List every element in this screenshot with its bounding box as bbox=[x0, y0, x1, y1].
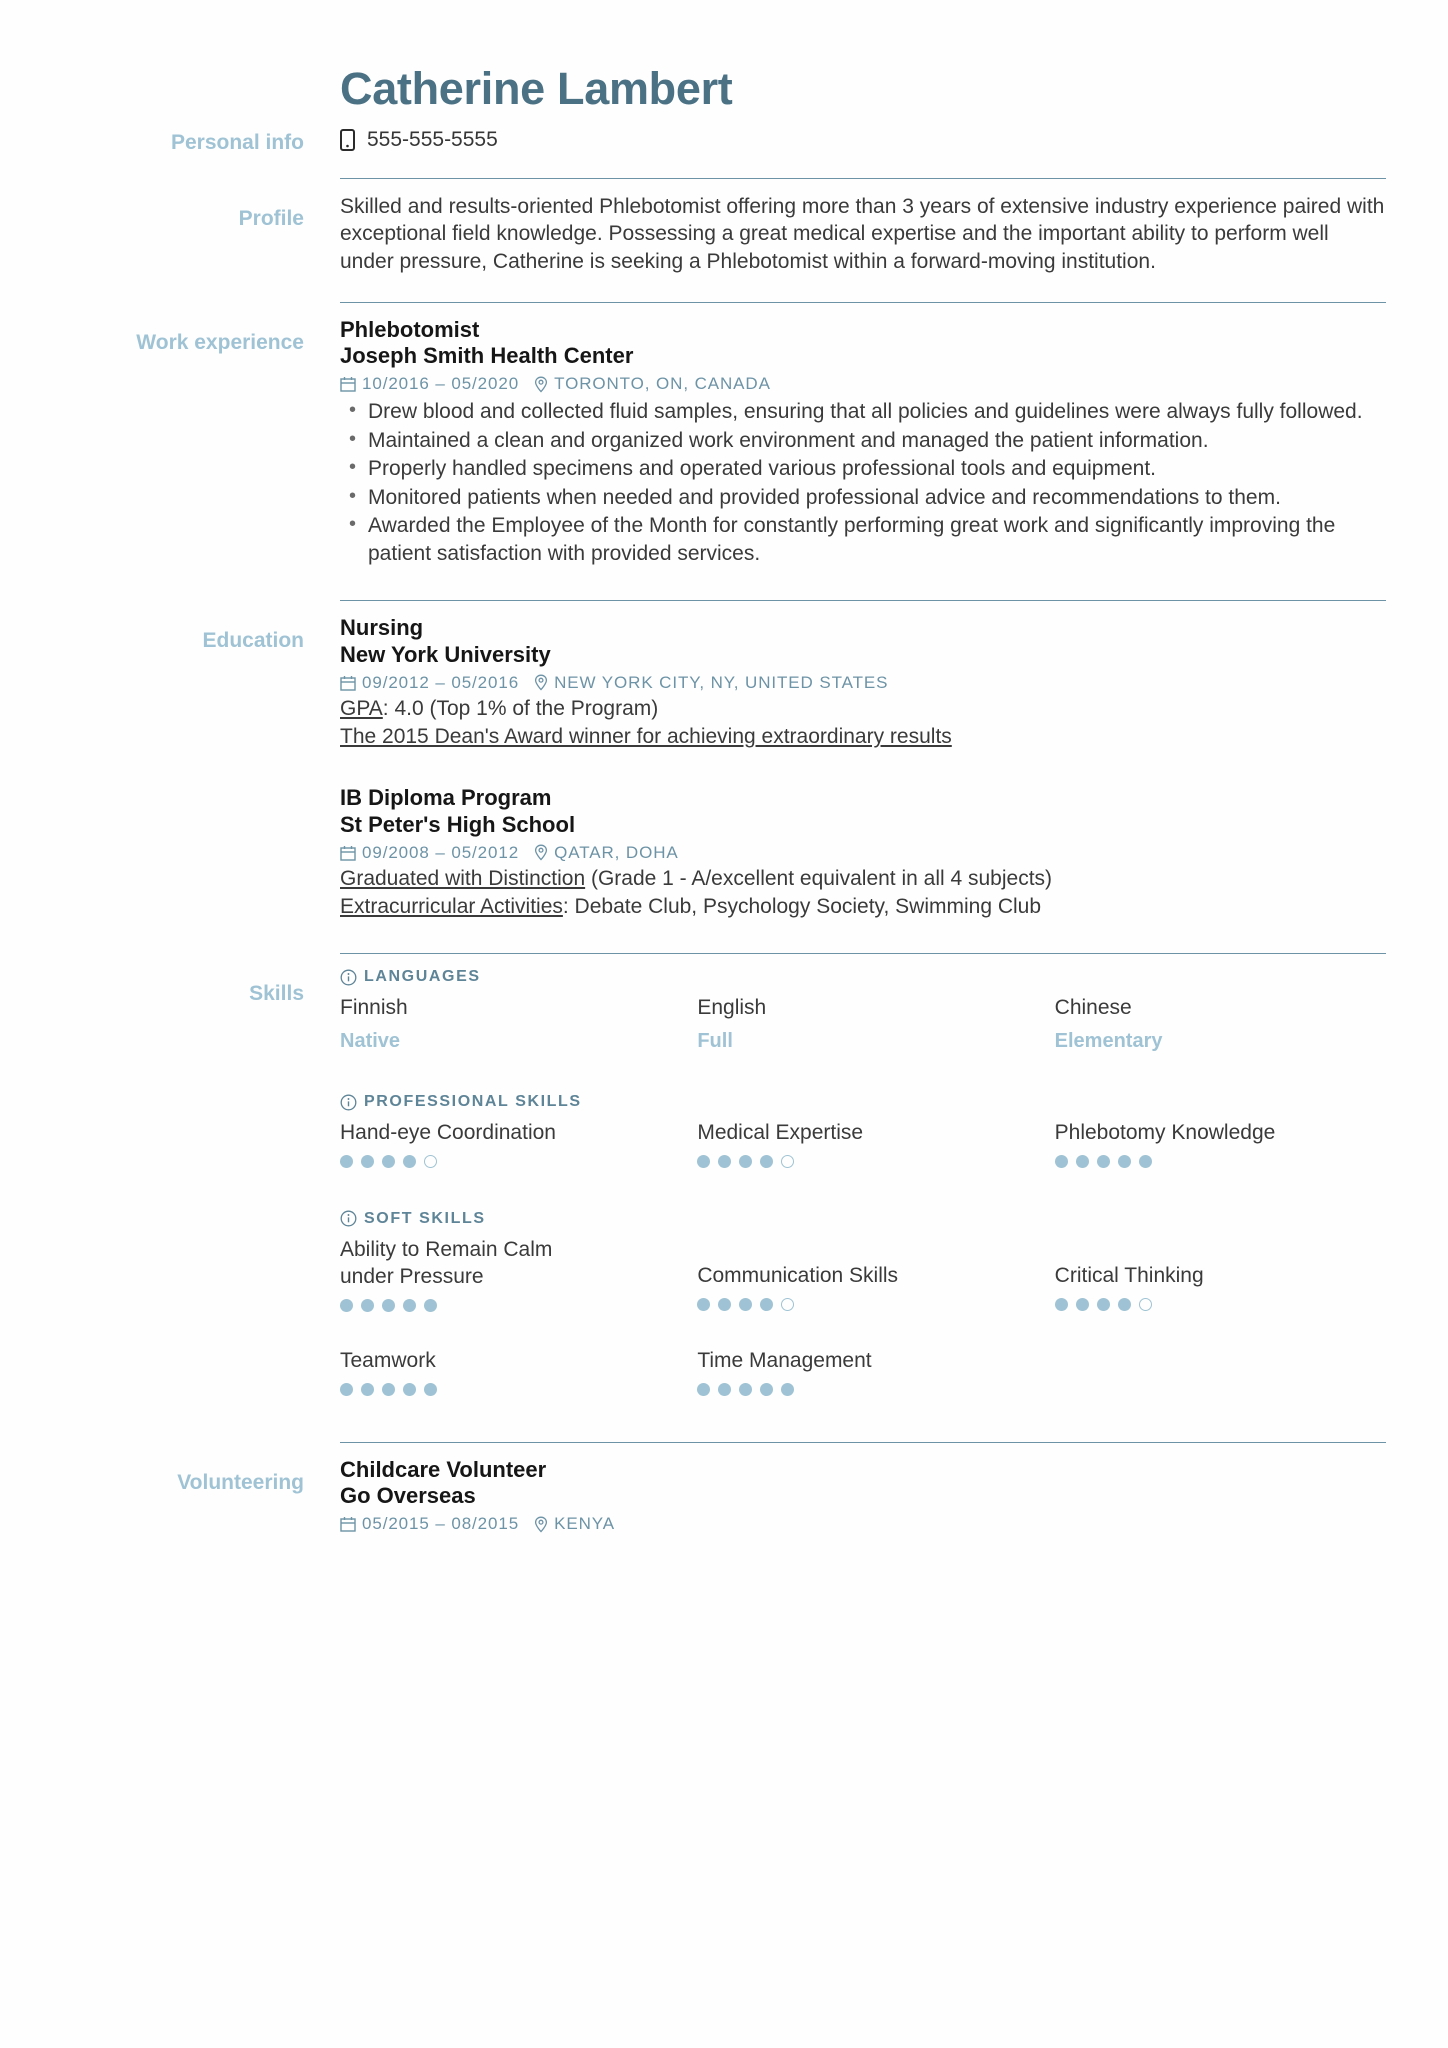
rating-dot bbox=[760, 1298, 773, 1311]
education-label-col bbox=[62, 596, 340, 949]
spacer bbox=[340, 927, 1386, 949]
section-skills bbox=[62, 949, 1386, 1437]
rating-dot bbox=[382, 1299, 395, 1312]
rating-dot bbox=[739, 1155, 752, 1168]
list-item: • Maintained a clean and organized work environment and managed the patient information. bbox=[340, 427, 1386, 455]
volunteering-content bbox=[340, 1438, 1386, 1543]
rating-dot bbox=[1097, 1155, 1110, 1168]
header-spacer bbox=[62, 58, 340, 114]
degree-title: Nursing bbox=[340, 615, 424, 641]
rating-dot bbox=[1097, 1298, 1110, 1311]
personal-info-label-col bbox=[62, 124, 340, 174]
rating-dot bbox=[361, 1383, 374, 1396]
section-label-work-experience: Work experience bbox=[136, 330, 304, 354]
date-chunk bbox=[340, 843, 519, 863]
divider-skills bbox=[340, 953, 1386, 954]
volunteering-entry bbox=[340, 1457, 1386, 1543]
map-pin-icon bbox=[534, 674, 548, 691]
education-location: NEW YORK CITY, NY, UNITED STATES bbox=[554, 672, 889, 692]
education-detail-rest: : 4.0 (Top 1% of the Program) bbox=[382, 696, 659, 720]
volunteer-organization: Go Overseas bbox=[340, 1483, 476, 1509]
work-experience-label-col bbox=[62, 298, 340, 597]
calendar-icon bbox=[340, 675, 356, 691]
education-location: QATAR, DOHA bbox=[554, 842, 679, 862]
education-content bbox=[340, 596, 1386, 949]
rating-dot bbox=[1055, 1155, 1068, 1168]
language-item bbox=[340, 995, 671, 1067]
job-title: Phlebotomist bbox=[340, 316, 480, 342]
location-chunk bbox=[534, 1514, 615, 1534]
rating-dot bbox=[781, 1155, 794, 1168]
education-detail-underlined: GPA bbox=[340, 696, 383, 720]
language-level: Elementary bbox=[1054, 1030, 1163, 1052]
skill-group-label: LANGUAGES bbox=[364, 968, 481, 986]
language-item bbox=[697, 995, 1028, 1067]
skill-name: Communication Skills bbox=[697, 1263, 899, 1287]
rating-dot bbox=[424, 1383, 437, 1396]
section-education bbox=[62, 596, 1386, 949]
location-chunk bbox=[534, 673, 888, 693]
section-label-volunteering: Volunteering bbox=[177, 1470, 304, 1494]
rating-dot bbox=[697, 1298, 710, 1311]
language-level: Full bbox=[697, 1030, 733, 1052]
skill-name: Critical Thinking bbox=[1054, 1263, 1204, 1287]
personal-info-content bbox=[340, 124, 1386, 174]
rating-dot bbox=[718, 1298, 731, 1311]
company-name: Joseph Smith Health Center bbox=[340, 343, 634, 369]
skill-group-title bbox=[340, 968, 1386, 986]
phone-number: 555-555-5555 bbox=[367, 127, 498, 151]
volunteer-role: Childcare Volunteer bbox=[340, 1456, 547, 1482]
rating-dots bbox=[697, 1382, 1028, 1398]
section-label-personal-info: Personal info bbox=[170, 130, 304, 154]
skill-item bbox=[1055, 1120, 1386, 1184]
skill-name: Teamwork bbox=[340, 1348, 436, 1372]
rating-dot bbox=[697, 1155, 710, 1168]
languages-grid bbox=[340, 995, 1386, 1067]
section-profile bbox=[62, 174, 1386, 298]
rating-dots bbox=[340, 1154, 671, 1170]
date-chunk bbox=[340, 673, 519, 693]
skill-group-professional bbox=[340, 1093, 1386, 1210]
rating-dots bbox=[1055, 1297, 1386, 1313]
rating-dot bbox=[739, 1383, 752, 1396]
resume-header bbox=[62, 58, 1386, 114]
education-detail-rest: (Grade 1 - A/excellent equivalent in all 4 subjects) bbox=[585, 866, 1053, 890]
skill-name: Ability to Remain Calm under Pressure bbox=[340, 1237, 553, 1288]
work-experience-content bbox=[340, 298, 1386, 597]
education-detail-underlined: The 2015 Dean's Award winner for achieving extraordinary results bbox=[340, 725, 952, 749]
professional-skills-grid bbox=[340, 1120, 1386, 1184]
skill-name: Hand-eye Coordination bbox=[340, 1121, 556, 1144]
rating-dot bbox=[1139, 1298, 1152, 1311]
skill-name: Phlebotomy Knowledge bbox=[1054, 1121, 1276, 1144]
profile-text: Skilled and results-oriented Phlebotomist offering more than 3 years of extensive industry experience paired with exceptional field knowledge. Possessing a great medical expertise and the important ability to perform well under pressure, Catherine is seeking a Phlebotomist within a forward-moving institution. bbox=[340, 194, 1385, 273]
rating-dot bbox=[403, 1299, 416, 1312]
education-detail bbox=[340, 865, 1386, 893]
skill-group-soft bbox=[340, 1210, 1386, 1438]
skills-content bbox=[340, 949, 1386, 1437]
list-item: • Awarded the Employee of the Month for constantly performing great work and significantly improving the patient satisfaction with provided services. bbox=[340, 512, 1386, 567]
list-item: • Properly handled specimens and operated various professional tools and equipment. bbox=[340, 455, 1386, 483]
work-entry bbox=[340, 317, 1386, 575]
rating-dot bbox=[1139, 1155, 1152, 1168]
rating-dot bbox=[382, 1155, 395, 1168]
education-dates: 09/2012 – 05/2016 bbox=[362, 672, 520, 692]
calendar-icon bbox=[340, 376, 356, 392]
work-entry-meta bbox=[340, 374, 1386, 394]
education-entry-meta bbox=[340, 673, 1386, 693]
rating-dot bbox=[382, 1383, 395, 1396]
section-label-profile: Profile bbox=[238, 206, 304, 230]
rating-dot bbox=[1118, 1155, 1131, 1168]
job-bullets bbox=[340, 398, 1386, 567]
language-name: Chinese bbox=[1054, 996, 1132, 1020]
skill-name: Time Management bbox=[697, 1348, 872, 1372]
info-circle-icon bbox=[340, 969, 357, 986]
skill-item bbox=[340, 1120, 671, 1184]
rating-dot bbox=[1055, 1298, 1068, 1311]
rating-dot bbox=[718, 1383, 731, 1396]
volunteering-entry-meta bbox=[340, 1514, 1386, 1534]
volunteer-location: KENYA bbox=[554, 1514, 615, 1534]
divider-education bbox=[340, 600, 1386, 601]
rating-dot bbox=[1076, 1155, 1089, 1168]
calendar-icon bbox=[340, 845, 356, 861]
rating-dot bbox=[739, 1298, 752, 1311]
degree-title: IB Diploma Program bbox=[340, 785, 552, 811]
date-chunk bbox=[340, 1514, 519, 1534]
date-chunk bbox=[340, 374, 519, 394]
section-label-education: Education bbox=[202, 629, 304, 653]
education-entry bbox=[340, 785, 1386, 927]
rating-dot bbox=[424, 1155, 437, 1168]
job-location: TORONTO, ON, CANADA bbox=[554, 374, 771, 394]
education-detail-underlined: Graduated with Distinction bbox=[340, 866, 586, 890]
skill-item bbox=[697, 1237, 1028, 1328]
rating-dot bbox=[340, 1383, 353, 1396]
rating-dot bbox=[361, 1299, 374, 1312]
skill-item bbox=[1055, 1237, 1386, 1328]
rating-dots bbox=[340, 1382, 671, 1398]
info-circle-icon bbox=[340, 1094, 357, 1111]
list-item: • Monitored patients when needed and provided professional advice and recommendations to them. bbox=[340, 484, 1386, 512]
phone-row bbox=[340, 128, 1386, 174]
skill-group-title bbox=[340, 1210, 1386, 1228]
rating-dots bbox=[697, 1297, 1028, 1313]
education-detail bbox=[340, 723, 1386, 751]
location-chunk bbox=[534, 843, 679, 863]
location-chunk bbox=[534, 374, 771, 394]
language-item bbox=[1055, 995, 1386, 1067]
info-circle-icon bbox=[340, 1210, 357, 1227]
skill-group-title bbox=[340, 1093, 1386, 1111]
rating-dot bbox=[1076, 1298, 1089, 1311]
language-name: English bbox=[697, 996, 767, 1020]
education-detail-underlined: Extracurricular Activities bbox=[340, 895, 563, 918]
rating-dot bbox=[340, 1299, 353, 1312]
rating-dot bbox=[760, 1383, 773, 1396]
rating-dot bbox=[403, 1155, 416, 1168]
mobile-phone-icon bbox=[340, 129, 355, 151]
education-entry bbox=[340, 615, 1386, 757]
language-level: Native bbox=[340, 1030, 401, 1052]
section-volunteering bbox=[62, 1438, 1386, 1543]
skill-item bbox=[340, 1237, 671, 1328]
calendar-icon bbox=[340, 1516, 356, 1532]
skill-name: Medical Expertise bbox=[697, 1121, 864, 1144]
skills-label-col bbox=[62, 949, 340, 1437]
education-entry-meta bbox=[340, 843, 1386, 863]
candidate-name: Catherine Lambert bbox=[340, 63, 733, 114]
rating-dot bbox=[718, 1155, 731, 1168]
map-pin-icon bbox=[534, 844, 548, 861]
skill-group-label: SOFT SKILLS bbox=[364, 1209, 486, 1227]
school-name: New York University bbox=[340, 642, 551, 668]
education-dates: 09/2008 – 05/2012 bbox=[362, 842, 520, 862]
skill-item-empty bbox=[1055, 1328, 1386, 1412]
skill-item bbox=[697, 1328, 1028, 1412]
profile-label-col bbox=[62, 174, 340, 298]
profile-content bbox=[340, 174, 1386, 298]
rating-dot bbox=[781, 1383, 794, 1396]
skill-item bbox=[340, 1328, 671, 1412]
spacer bbox=[340, 574, 1386, 596]
rating-dots bbox=[340, 1298, 671, 1314]
section-work-experience bbox=[62, 298, 1386, 597]
rating-dot bbox=[361, 1155, 374, 1168]
language-name: Finnish bbox=[340, 996, 408, 1020]
rating-dot bbox=[340, 1155, 353, 1168]
education-detail bbox=[340, 893, 1386, 921]
divider-volunteering bbox=[340, 1442, 1386, 1443]
rating-dot bbox=[760, 1155, 773, 1168]
spacer bbox=[340, 757, 1386, 785]
divider-work-experience bbox=[340, 302, 1386, 303]
soft-skills-grid bbox=[340, 1237, 1386, 1412]
volunteer-dates: 05/2015 – 08/2015 bbox=[362, 1514, 520, 1534]
rating-dot bbox=[697, 1383, 710, 1396]
map-pin-icon bbox=[534, 376, 548, 393]
skill-item bbox=[697, 1120, 1028, 1184]
section-label-skills: Skills bbox=[249, 982, 304, 1006]
rating-dot bbox=[403, 1383, 416, 1396]
rating-dots bbox=[697, 1154, 1028, 1170]
map-pin-icon bbox=[534, 1516, 548, 1533]
school-name: St Peter's High School bbox=[340, 812, 576, 838]
education-detail-rest: : Debate Club, Psychology Society, Swimming Club bbox=[562, 895, 1042, 918]
job-dates: 10/2016 – 05/2020 bbox=[362, 374, 520, 394]
list-item: • Drew blood and collected fluid samples, ensuring that all policies and guidelines were always fully followed. bbox=[340, 398, 1386, 426]
skill-group-languages bbox=[340, 968, 1386, 1093]
skill-group-label: PROFESSIONAL SKILLS bbox=[364, 1093, 582, 1110]
section-personal-info bbox=[62, 124, 1386, 174]
rating-dot bbox=[781, 1298, 794, 1311]
education-detail bbox=[340, 695, 1386, 723]
rating-dot bbox=[1118, 1298, 1131, 1311]
rating-dot bbox=[424, 1299, 437, 1312]
divider-profile bbox=[340, 178, 1386, 179]
volunteering-label-col bbox=[62, 1438, 340, 1543]
rating-dots bbox=[1055, 1154, 1386, 1170]
